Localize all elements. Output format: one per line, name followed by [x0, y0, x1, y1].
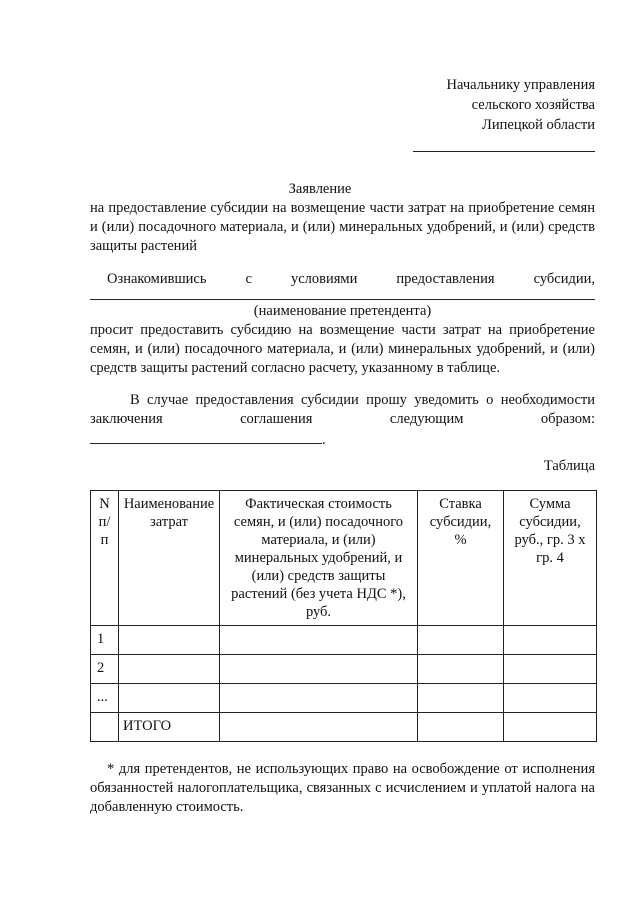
cell-rate — [418, 655, 504, 684]
applicant-name-line — [90, 299, 595, 300]
cell-amount — [504, 655, 597, 684]
notify-method-blank — [90, 429, 322, 444]
intro-text: Ознакомившись с условиями предоставления субсидии, — [107, 271, 595, 287]
table-total-row — [91, 713, 597, 742]
cell-actual-cost — [220, 713, 418, 742]
addressee-line-1: Начальнику управления — [446, 77, 595, 93]
cell-number: ... — [91, 684, 119, 713]
cell-total-label: ИТОГО — [119, 713, 220, 742]
header-cost-name: Наименование затрат — [119, 491, 220, 626]
header-actual-cost: Фактическая стоимость семян, и (или) посадочного материала, и (или) минеральных удобрений, и (или) средств защиты растений (без учета НДС *), руб. — [220, 491, 418, 626]
cell-number: 1 — [91, 626, 119, 655]
cell-amount — [504, 713, 597, 742]
addressee-block — [413, 75, 595, 158]
addressee-line-2: сельского хозяйства — [471, 97, 595, 113]
cell-number — [91, 713, 119, 742]
cell-actual-cost — [220, 684, 418, 713]
cell-number: 2 — [91, 655, 119, 684]
cell-rate — [418, 713, 504, 742]
subsidy-table — [90, 490, 597, 742]
notify-end: . — [322, 432, 326, 448]
document-subject: на предоставление субсидии на возмещение части затрат на приобретение семян и (или) посадочного материала, и (или) минеральных удобрений, и (или) средств защиты растений — [90, 200, 595, 254]
header-number: N п/п — [91, 491, 119, 626]
applicant-caption: (наименование претендента) — [253, 303, 432, 319]
cell-amount — [504, 684, 597, 713]
notify-text: В случае предоставления субсидии прошу уведомить о необходимости заключения соглашения следующим образом: — [90, 392, 595, 427]
request-text: просит предоставить субсидию на возмещение части затрат на приобретение семян, и (или) посадочного материала, и (или) минеральных удобрений, и (или) средств защиты растений согласно расчету, указанному в таблице. — [90, 322, 595, 376]
footnote: * для претендентов, не использующих право на освобождение от исполнения обязанностей налогоплательщика, связанных с исчислением и уплатой налога на добавленную стоимость. — [90, 761, 595, 815]
cell-amount — [504, 626, 597, 655]
table-label: Таблица — [543, 458, 595, 474]
table-row — [91, 684, 597, 713]
cell-actual-cost — [220, 655, 418, 684]
cell-actual-cost — [220, 626, 418, 655]
addressee-name-blank — [413, 135, 595, 152]
header-rate: Ставка субсидии, % — [418, 491, 504, 626]
notify-paragraph — [90, 391, 595, 450]
cell-rate — [418, 626, 504, 655]
cell-cost-name — [119, 626, 220, 655]
addressee-line-3: Липецкой области — [482, 117, 595, 133]
cell-cost-name — [119, 655, 220, 684]
cell-cost-name — [119, 684, 220, 713]
table-row — [91, 626, 597, 655]
document-title: Заявление — [288, 181, 352, 197]
cell-rate — [418, 684, 504, 713]
table-header-row — [91, 491, 597, 626]
header-amount: Сумма субсидии, руб., гр. 3 x гр. 4 — [504, 491, 597, 626]
table-row — [91, 655, 597, 684]
